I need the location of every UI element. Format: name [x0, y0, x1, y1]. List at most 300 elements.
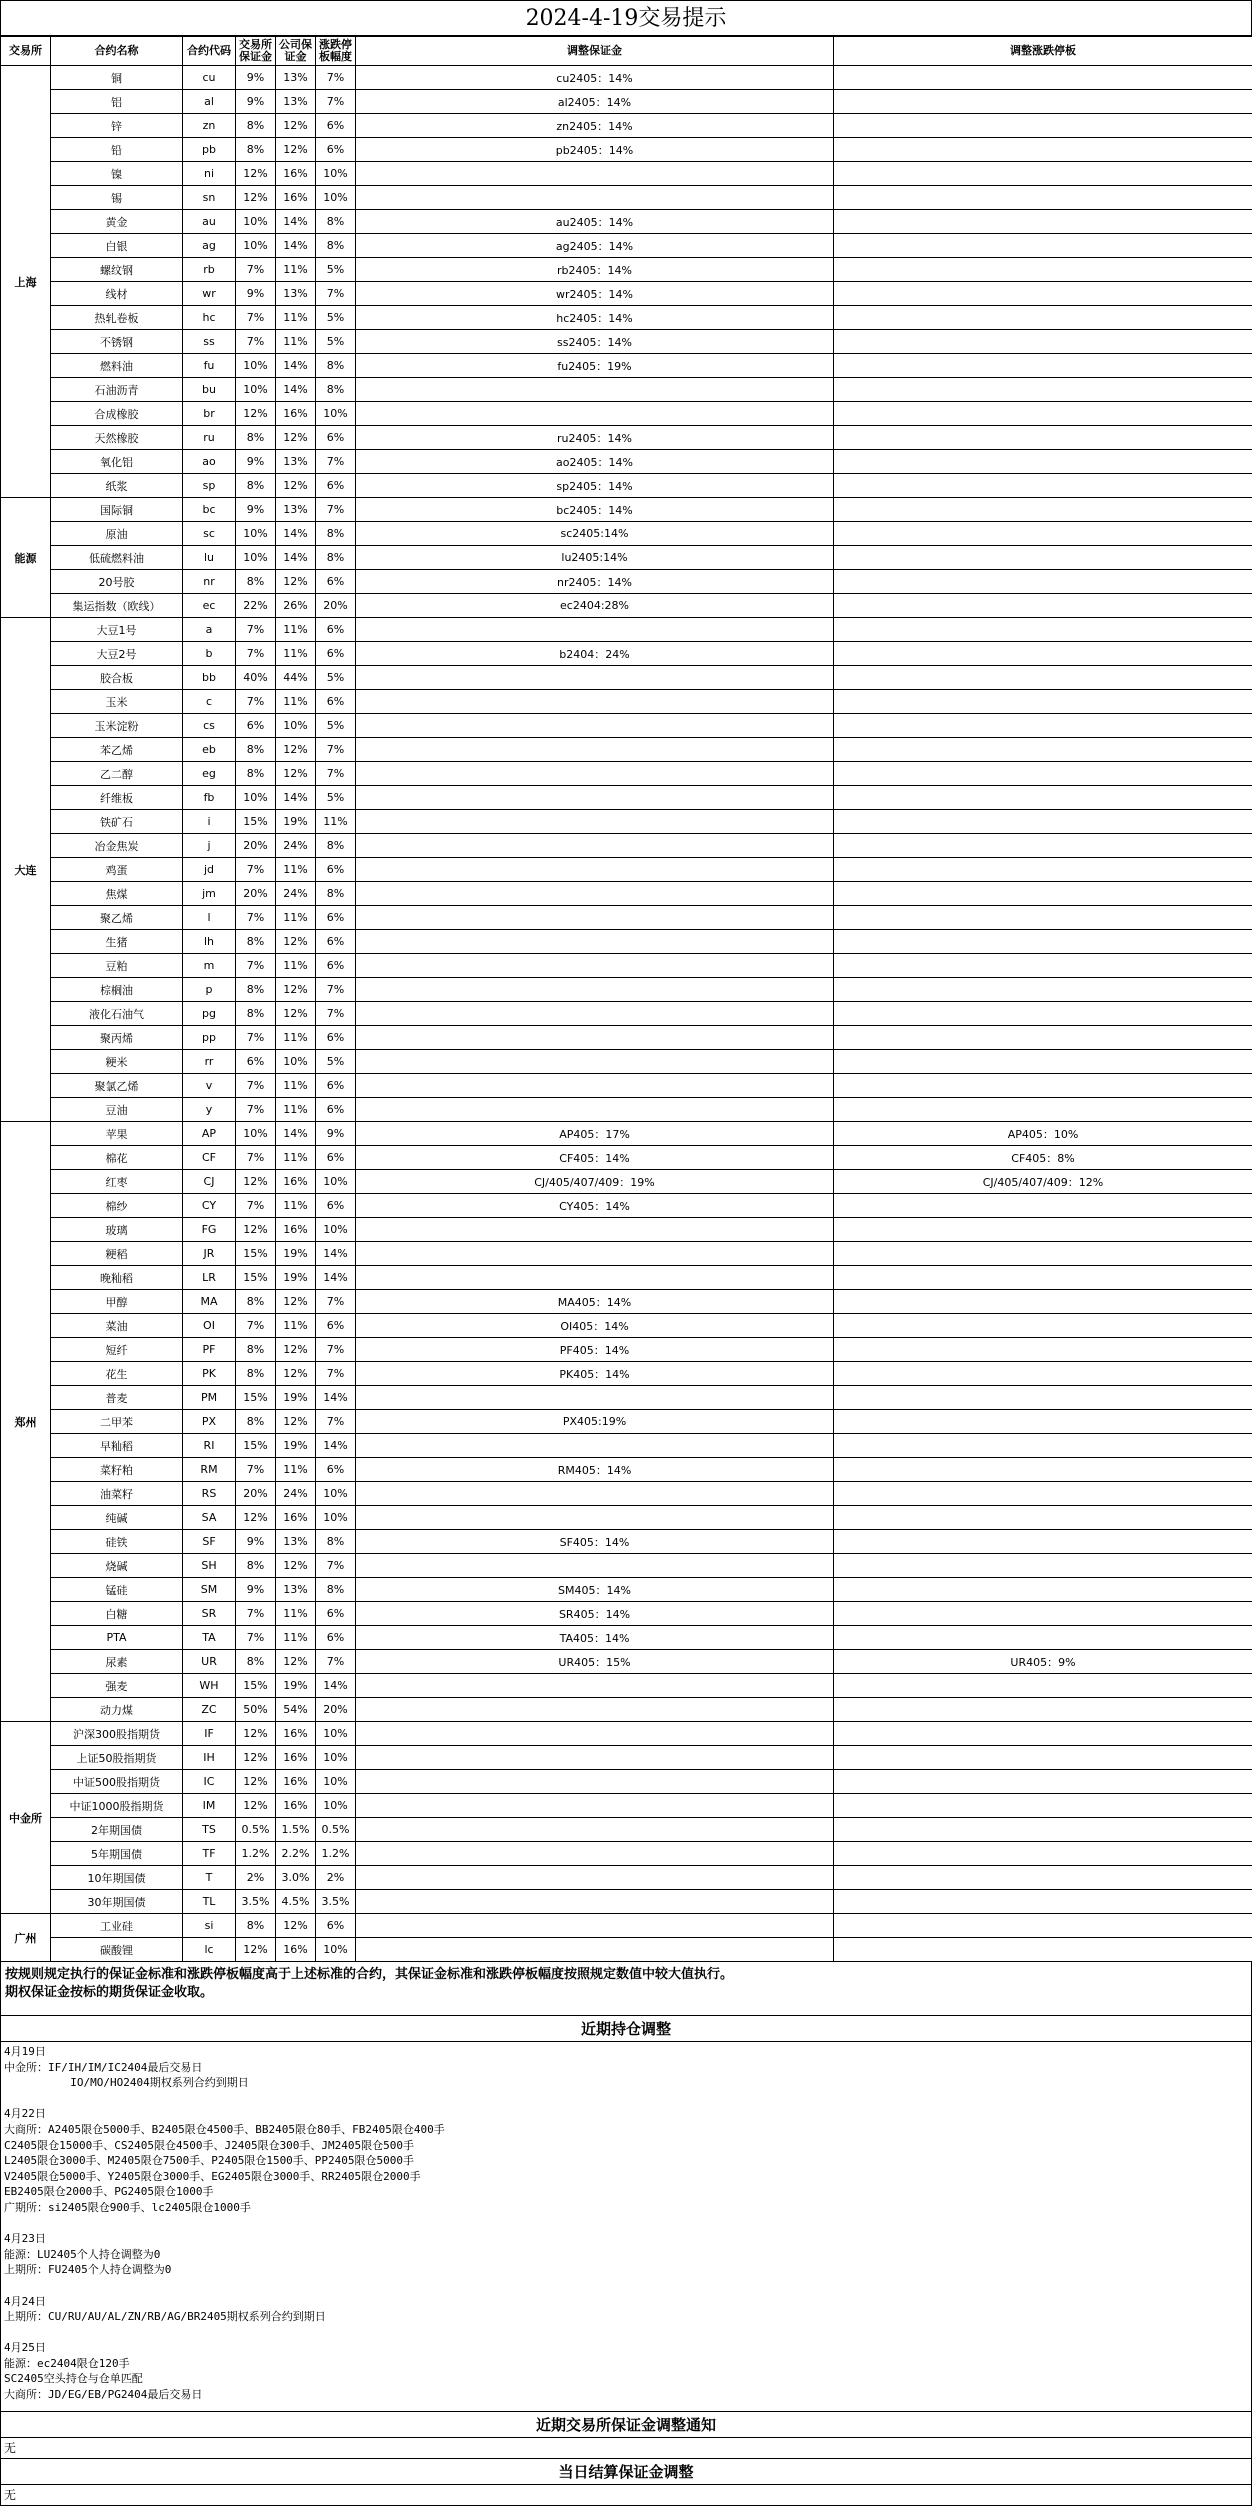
contract-code-cell: ec [183, 594, 236, 618]
settlement-notice-text: 无 [0, 2485, 1252, 2506]
price-limit-cell: 7% [316, 450, 356, 474]
contract-code-cell: hc [183, 306, 236, 330]
table-row [1, 1746, 1252, 1770]
contract-code-cell: b [183, 642, 236, 666]
position-adjust-line: C2405限仓15000手、CS2405限仓4500手、J2405限仓300手、JM2405限仓500手 [4, 2138, 415, 2152]
position-adjust-list [0, 2042, 1252, 2412]
contract-code-cell: RI [183, 1434, 236, 1458]
company-margin-cell: 12% [276, 1338, 316, 1362]
price-limit-cell: 6% [316, 690, 356, 714]
exchange-margin-cell: 50% [236, 1698, 276, 1722]
company-margin-cell: 4.5% [276, 1890, 316, 1914]
exchange-margin-cell: 12% [236, 1770, 276, 1794]
table-row [1, 1386, 1252, 1410]
table-row [1, 762, 1252, 786]
price-limit-cell: 8% [316, 1530, 356, 1554]
adjusted-margin-cell [356, 930, 834, 954]
adjusted-margin-cell [356, 162, 834, 186]
contract-code-cell: IM [183, 1794, 236, 1818]
exchange-cell: 中金所 [1, 1722, 51, 1914]
adjusted-limit-cell [834, 978, 1252, 1002]
exchange-notice-text: 无 [0, 2438, 1252, 2459]
table-row [1, 90, 1252, 114]
exchange-margin-cell: 15% [236, 1266, 276, 1290]
price-limit-cell: 10% [316, 1770, 356, 1794]
exchange-margin-cell: 8% [236, 1362, 276, 1386]
price-limit-cell: 8% [316, 210, 356, 234]
adjusted-margin-cell [356, 1506, 834, 1530]
position-adjust-line: V2405限仓5000手、Y2405限仓3000手、EG2405限仓3000手、RR2405限仓2000手 [4, 2169, 421, 2183]
contract-name-cell: PTA [51, 1626, 183, 1650]
price-limit-cell: 6% [316, 1458, 356, 1482]
contract-code-cell: JR [183, 1242, 236, 1266]
exchange-cell: 广州 [1, 1914, 51, 1962]
price-limit-cell: 6% [316, 858, 356, 882]
table-row [1, 354, 1252, 378]
contract-code-cell: PM [183, 1386, 236, 1410]
adjusted-margin-cell [356, 1074, 834, 1098]
adjusted-margin-cell [356, 1674, 834, 1698]
exchange-cell: 郑州 [1, 1122, 51, 1722]
company-margin-cell: 16% [276, 1722, 316, 1746]
exchange-margin-cell: 9% [236, 282, 276, 306]
contract-name-cell: 苯乙烯 [51, 738, 183, 762]
price-limit-cell: 8% [316, 354, 356, 378]
adjusted-margin-cell: SR405：14% [356, 1602, 834, 1626]
contract-name-cell: 晚籼稻 [51, 1266, 183, 1290]
contract-code-cell: ZC [183, 1698, 236, 1722]
contract-code-cell: pp [183, 1026, 236, 1050]
position-adjust-line: 4月22日 [4, 2107, 46, 2121]
position-adjust-line: 能源：ec2404限仓120手 [4, 2356, 130, 2370]
settlement-notice-heading: 当日结算保证金调整 [0, 2459, 1252, 2485]
adjusted-limit-cell: CF405：8% [834, 1146, 1252, 1170]
adjusted-limit-cell [834, 306, 1252, 330]
price-limit-cell: 10% [316, 1938, 356, 1962]
contract-code-cell: lh [183, 930, 236, 954]
contract-name-cell: 螺纹钢 [51, 258, 183, 282]
adjusted-limit-cell [834, 522, 1252, 546]
contract-code-cell: jm [183, 882, 236, 906]
price-limit-cell: 10% [316, 162, 356, 186]
contract-name-cell: 热轧卷板 [51, 306, 183, 330]
adjusted-limit-cell [834, 1386, 1252, 1410]
contract-name-cell: 玉米淀粉 [51, 714, 183, 738]
contract-code-cell: IH [183, 1746, 236, 1770]
contract-code-cell: m [183, 954, 236, 978]
table-row [1, 1938, 1252, 1962]
adjusted-limit-cell [834, 66, 1252, 90]
contract-name-cell: 大豆2号 [51, 642, 183, 666]
company-margin-cell: 24% [276, 1482, 316, 1506]
table-row [1, 882, 1252, 906]
company-margin-cell: 12% [276, 570, 316, 594]
contract-name-cell: 普麦 [51, 1386, 183, 1410]
contract-code-cell: rb [183, 258, 236, 282]
position-adjust-line [4, 2325, 1248, 2341]
price-limit-cell: 8% [316, 834, 356, 858]
contract-name-cell: 低硫燃料油 [51, 546, 183, 570]
adjusted-margin-cell [356, 858, 834, 882]
adjusted-limit-cell [834, 1098, 1252, 1122]
contract-code-cell: eg [183, 762, 236, 786]
contract-name-cell: 油菜籽 [51, 1482, 183, 1506]
table-row [1, 330, 1252, 354]
contract-name-cell: 豆粕 [51, 954, 183, 978]
exchange-margin-cell: 8% [236, 1002, 276, 1026]
company-margin-cell: 11% [276, 306, 316, 330]
adjusted-margin-cell: sp2405：14% [356, 474, 834, 498]
exchange-margin-cell: 10% [236, 210, 276, 234]
exchange-margin-cell: 7% [236, 306, 276, 330]
contract-name-cell: 聚乙烯 [51, 906, 183, 930]
adjusted-limit-cell [834, 1794, 1252, 1818]
adjusted-margin-cell [356, 1434, 834, 1458]
contract-code-cell: zn [183, 114, 236, 138]
exchange-margin-cell: 8% [236, 1338, 276, 1362]
adjusted-limit-cell [834, 1242, 1252, 1266]
adjusted-limit-cell [834, 1602, 1252, 1626]
exchange-margin-cell: 7% [236, 1074, 276, 1098]
company-margin-cell: 26% [276, 594, 316, 618]
contract-code-cell: sp [183, 474, 236, 498]
contract-code-cell: j [183, 834, 236, 858]
contract-name-cell: 锰硅 [51, 1578, 183, 1602]
exchange-cell: 大连 [1, 618, 51, 1122]
adjusted-limit-cell [834, 1434, 1252, 1458]
exchange-margin-cell: 7% [236, 618, 276, 642]
exchange-margin-cell: 3.5% [236, 1890, 276, 1914]
adjusted-limit-cell [834, 1890, 1252, 1914]
adjusted-margin-cell: TA405：14% [356, 1626, 834, 1650]
table-row [1, 1170, 1252, 1194]
contract-code-cell: ru [183, 426, 236, 450]
company-margin-cell: 44% [276, 666, 316, 690]
price-limit-cell: 6% [316, 1074, 356, 1098]
adjusted-margin-cell: cu2405：14% [356, 66, 834, 90]
adjusted-limit-cell [834, 738, 1252, 762]
header-contract-name: 合约名称 [51, 37, 183, 66]
adjusted-limit-cell [834, 138, 1252, 162]
price-limit-cell: 9% [316, 1122, 356, 1146]
contract-code-cell: MA [183, 1290, 236, 1314]
price-limit-cell: 14% [316, 1242, 356, 1266]
adjusted-margin-cell [356, 402, 834, 426]
price-limit-cell: 7% [316, 978, 356, 1002]
contract-name-cell: 铅 [51, 138, 183, 162]
exchange-margin-cell: 7% [236, 1458, 276, 1482]
company-margin-cell: 14% [276, 234, 316, 258]
contract-code-cell: fu [183, 354, 236, 378]
contract-code-cell: PF [183, 1338, 236, 1362]
company-margin-cell: 13% [276, 90, 316, 114]
exchange-margin-cell: 12% [236, 162, 276, 186]
table-row [1, 834, 1252, 858]
contract-code-cell: sn [183, 186, 236, 210]
contract-name-cell: 玉米 [51, 690, 183, 714]
contract-code-cell: ao [183, 450, 236, 474]
table-row [1, 186, 1252, 210]
adjusted-margin-cell [356, 954, 834, 978]
company-margin-cell: 16% [276, 162, 316, 186]
contract-name-cell: 不锈钢 [51, 330, 183, 354]
company-margin-cell: 13% [276, 1578, 316, 1602]
price-limit-cell: 7% [316, 1338, 356, 1362]
adjusted-limit-cell [834, 1362, 1252, 1386]
contract-name-cell: 10年期国债 [51, 1866, 183, 1890]
table-row [1, 1074, 1252, 1098]
adjusted-margin-cell [356, 906, 834, 930]
company-margin-cell: 16% [276, 402, 316, 426]
contract-code-cell: SH [183, 1554, 236, 1578]
exchange-margin-cell: 8% [236, 474, 276, 498]
company-margin-cell: 11% [276, 690, 316, 714]
adjusted-margin-cell: CY405：14% [356, 1194, 834, 1218]
adjusted-margin-cell: wr2405：14% [356, 282, 834, 306]
contract-name-cell: 甲醇 [51, 1290, 183, 1314]
company-margin-cell: 16% [276, 1794, 316, 1818]
exchange-margin-cell: 8% [236, 1410, 276, 1434]
table-row [1, 690, 1252, 714]
adjusted-limit-cell [834, 282, 1252, 306]
header-adjusted-margin: 调整保证金 [356, 37, 834, 66]
exchange-margin-cell: 15% [236, 1242, 276, 1266]
adjusted-margin-cell [356, 1890, 834, 1914]
contract-name-cell: 聚氯乙烯 [51, 1074, 183, 1098]
exchange-margin-cell: 9% [236, 450, 276, 474]
adjusted-margin-cell [356, 378, 834, 402]
company-margin-cell: 16% [276, 1746, 316, 1770]
contract-name-cell: 锌 [51, 114, 183, 138]
adjusted-limit-cell [834, 762, 1252, 786]
contract-code-cell: ni [183, 162, 236, 186]
contract-name-cell: 生猪 [51, 930, 183, 954]
price-limit-cell: 14% [316, 1386, 356, 1410]
company-margin-cell: 12% [276, 138, 316, 162]
exchange-margin-cell: 9% [236, 1530, 276, 1554]
company-margin-cell: 2.2% [276, 1842, 316, 1866]
adjusted-limit-cell [834, 234, 1252, 258]
adjusted-limit-cell: CJ/405/407/409：12% [834, 1170, 1252, 1194]
adjusted-limit-cell [834, 1938, 1252, 1962]
company-margin-cell: 19% [276, 810, 316, 834]
table-row [1, 1434, 1252, 1458]
adjusted-margin-cell: PK405：14% [356, 1362, 834, 1386]
contract-code-cell: pg [183, 1002, 236, 1026]
exchange-margin-cell: 6% [236, 1050, 276, 1074]
header-contract-code: 合约代码 [183, 37, 236, 66]
exchange-margin-cell: 10% [236, 378, 276, 402]
exchange-cell: 能源 [1, 498, 51, 618]
table-row [1, 642, 1252, 666]
adjusted-margin-cell: PX405:19% [356, 1410, 834, 1434]
contract-code-cell: IF [183, 1722, 236, 1746]
header-exchange: 交易所 [1, 37, 51, 66]
position-adjust-line: 4月25日 [4, 2341, 46, 2355]
price-limit-cell: 6% [316, 114, 356, 138]
contract-code-cell: cs [183, 714, 236, 738]
table-row [1, 786, 1252, 810]
company-margin-cell: 14% [276, 786, 316, 810]
contract-name-cell: 豆油 [51, 1098, 183, 1122]
exchange-margin-cell: 8% [236, 114, 276, 138]
table-row [1, 66, 1252, 90]
price-limit-cell: 10% [316, 402, 356, 426]
company-margin-cell: 1.5% [276, 1818, 316, 1842]
adjusted-limit-cell [834, 1746, 1252, 1770]
contract-name-cell: 合成橡胶 [51, 402, 183, 426]
table-row [1, 714, 1252, 738]
company-margin-cell: 13% [276, 282, 316, 306]
exchange-margin-cell: 7% [236, 1146, 276, 1170]
contract-code-cell: l [183, 906, 236, 930]
adjusted-margin-cell [356, 714, 834, 738]
exchange-margin-cell: 6% [236, 714, 276, 738]
exchange-margin-cell: 9% [236, 66, 276, 90]
adjusted-limit-cell [834, 1530, 1252, 1554]
contract-code-cell: RS [183, 1482, 236, 1506]
contract-name-cell: 早籼稻 [51, 1434, 183, 1458]
price-limit-cell: 5% [316, 330, 356, 354]
position-adjust-line [4, 2216, 1248, 2232]
contract-name-cell: 2年期国债 [51, 1818, 183, 1842]
contract-code-cell: nr [183, 570, 236, 594]
table-row [1, 1722, 1252, 1746]
exchange-margin-cell: 8% [236, 762, 276, 786]
adjusted-limit-cell [834, 1026, 1252, 1050]
contract-name-cell: 线材 [51, 282, 183, 306]
table-row [1, 162, 1252, 186]
adjusted-limit-cell [834, 1626, 1252, 1650]
company-margin-cell: 11% [276, 1194, 316, 1218]
exchange-margin-cell: 7% [236, 1026, 276, 1050]
contract-name-cell: 聚丙烯 [51, 1026, 183, 1050]
adjusted-limit-cell [834, 1770, 1252, 1794]
adjusted-limit-cell [834, 354, 1252, 378]
position-adjust-line: 大商所：A2405限仓5000手、B2405限仓4500手、BB2405限仓80手、FB2405限仓400手 [4, 2122, 445, 2136]
exchange-margin-cell: 10% [236, 546, 276, 570]
exchange-margin-cell: 15% [236, 1674, 276, 1698]
adjusted-limit-cell [834, 786, 1252, 810]
company-margin-cell: 11% [276, 858, 316, 882]
contract-name-cell: 原油 [51, 522, 183, 546]
price-limit-cell: 7% [316, 1002, 356, 1026]
adjusted-margin-cell: nr2405：14% [356, 570, 834, 594]
table-row [1, 1794, 1252, 1818]
company-margin-cell: 54% [276, 1698, 316, 1722]
adjusted-margin-cell [356, 1722, 834, 1746]
contract-name-cell: 白糖 [51, 1602, 183, 1626]
price-limit-cell: 6% [316, 930, 356, 954]
exchange-margin-cell: 15% [236, 1386, 276, 1410]
exchange-margin-cell: 12% [236, 1218, 276, 1242]
price-limit-cell: 5% [316, 306, 356, 330]
company-margin-cell: 11% [276, 642, 316, 666]
adjusted-margin-cell: AP405：17% [356, 1122, 834, 1146]
contract-name-cell: 胶合板 [51, 666, 183, 690]
exchange-margin-cell: 7% [236, 330, 276, 354]
contract-code-cell: au [183, 210, 236, 234]
contract-code-cell: OI [183, 1314, 236, 1338]
company-margin-cell: 11% [276, 1026, 316, 1050]
contract-name-cell: 大豆1号 [51, 618, 183, 642]
contract-name-cell: 粳米 [51, 1050, 183, 1074]
adjusted-limit-cell [834, 114, 1252, 138]
exchange-margin-cell: 8% [236, 1914, 276, 1938]
price-limit-cell: 7% [316, 282, 356, 306]
adjusted-limit-cell [834, 954, 1252, 978]
contract-code-cell: eb [183, 738, 236, 762]
company-margin-cell: 16% [276, 1170, 316, 1194]
table-row [1, 402, 1252, 426]
contract-code-cell: bc [183, 498, 236, 522]
price-limit-cell: 2% [316, 1866, 356, 1890]
exchange-margin-cell: 9% [236, 1578, 276, 1602]
adjusted-limit-cell [834, 90, 1252, 114]
adjusted-limit-cell [834, 1290, 1252, 1314]
contract-code-cell: LR [183, 1266, 236, 1290]
table-row [1, 210, 1252, 234]
company-margin-cell: 11% [276, 1602, 316, 1626]
table-row [1, 1242, 1252, 1266]
contract-name-cell: 苹果 [51, 1122, 183, 1146]
contract-name-cell: 花生 [51, 1362, 183, 1386]
rule-note-line1: 按规则规定执行的保证金标准和涨跌停板幅度高于上述标准的合约，其保证金标准和涨跌停板幅度按照规定数值中较大值执行。 [5, 1967, 734, 1982]
adjusted-limit-cell [834, 1674, 1252, 1698]
table-body [1, 66, 1252, 1962]
adjusted-margin-cell [356, 1914, 834, 1938]
rule-note [0, 1962, 1252, 2016]
adjusted-margin-cell [356, 1746, 834, 1770]
contract-code-cell: lu [183, 546, 236, 570]
price-limit-cell: 6% [316, 954, 356, 978]
company-margin-cell: 12% [276, 474, 316, 498]
table-row [1, 1026, 1252, 1050]
exchange-margin-cell: 7% [236, 858, 276, 882]
price-limit-cell: 7% [316, 1554, 356, 1578]
adjusted-margin-cell: lu2405:14% [356, 546, 834, 570]
company-margin-cell: 11% [276, 1626, 316, 1650]
adjusted-margin-cell [356, 1866, 834, 1890]
contract-name-cell: 硅铁 [51, 1530, 183, 1554]
price-limit-cell: 11% [316, 810, 356, 834]
company-margin-cell: 11% [276, 618, 316, 642]
price-limit-cell: 0.5% [316, 1818, 356, 1842]
contract-code-cell: TF [183, 1842, 236, 1866]
contract-name-cell: 黄金 [51, 210, 183, 234]
adjusted-limit-cell [834, 1266, 1252, 1290]
exchange-margin-cell: 15% [236, 810, 276, 834]
table-row [1, 1602, 1252, 1626]
contract-code-cell: TA [183, 1626, 236, 1650]
table-row [1, 1914, 1252, 1938]
table-row [1, 234, 1252, 258]
page-title: 2024-4-19交易提示 [0, 0, 1252, 36]
adjusted-margin-cell [356, 1098, 834, 1122]
table-row [1, 1194, 1252, 1218]
contract-code-cell: CJ [183, 1170, 236, 1194]
adjusted-margin-cell: pb2405：14% [356, 138, 834, 162]
adjusted-margin-cell: ao2405：14% [356, 450, 834, 474]
exchange-margin-cell: 20% [236, 1482, 276, 1506]
adjusted-margin-cell: ec2404:28% [356, 594, 834, 618]
table-row [1, 570, 1252, 594]
contract-name-cell: 工业硅 [51, 1914, 183, 1938]
contract-code-cell: UR [183, 1650, 236, 1674]
table-row [1, 1122, 1252, 1146]
price-limit-cell: 5% [316, 714, 356, 738]
adjusted-limit-cell [834, 906, 1252, 930]
